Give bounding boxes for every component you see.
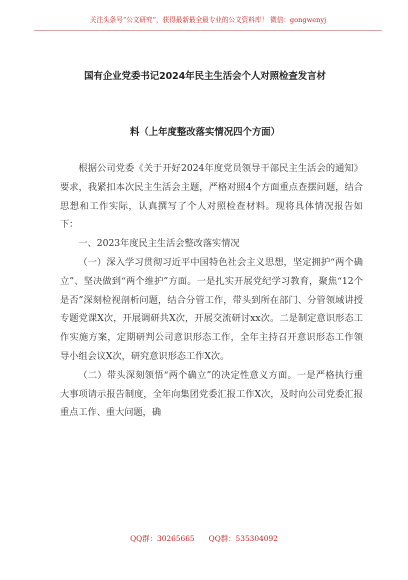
promo-banner: 关注头条号“公文研究”，获得最新最全最专业的公文资料库！ 微信：gongwenyj — [34, 17, 382, 31]
intro-paragraph: 根据公司党委《关于开好2024年度党员领导干部民主生活会的通知》要求，我紧扣本次民主生活会主题，严格对照4个方面重点查摆问题，结合思想和工作实际，认真撰写了个人对照检查材料。现将具体情况报告如下： — [60, 163, 363, 231]
document-body — [60, 160, 363, 423]
item-paragraph-1: （一）深入学习贯彻习近平中国特色社会主义思想，坚定拥护“两个确立”、坚决做到“两个维护”方面。一是扎实开展党纪学习教育，聚焦“12个是否”深刻检视剖析问题，结合分管工作，带头到所在部门、分管领域讲授专题党课X次，开展调研共X次，开展交流研讨xx次。二是制定意识形态工作实施方案，定期研判公司意识形态工作，全年主持召开意识形态工作领导小组会议X次，研究意识形态工作X次。 — [60, 256, 363, 362]
item-paragraph-2: （二）带头深刻领悟“两个确立”的决定性意义方面。一是严格执行重大事项请示报告制度，全年向集团党委汇报工作X次，及时向公司党委汇报重点工作、重大问题，确 — [60, 369, 363, 419]
footer-qq-groups — [0, 533, 408, 544]
footer-qq-group-2: QQ群：535304092 — [208, 534, 278, 543]
section-heading: 一、2023年度民主生活会整改落实情况 — [78, 238, 240, 250]
footer-qq-group-1: QQ群：30265665 — [130, 534, 195, 543]
document-title-line1: 国有企业党委书记2024年民主生活会个人对照检查发言材 — [84, 71, 326, 82]
document-title-line2: 料（上年度整改落实情况四个方面） — [129, 127, 280, 138]
